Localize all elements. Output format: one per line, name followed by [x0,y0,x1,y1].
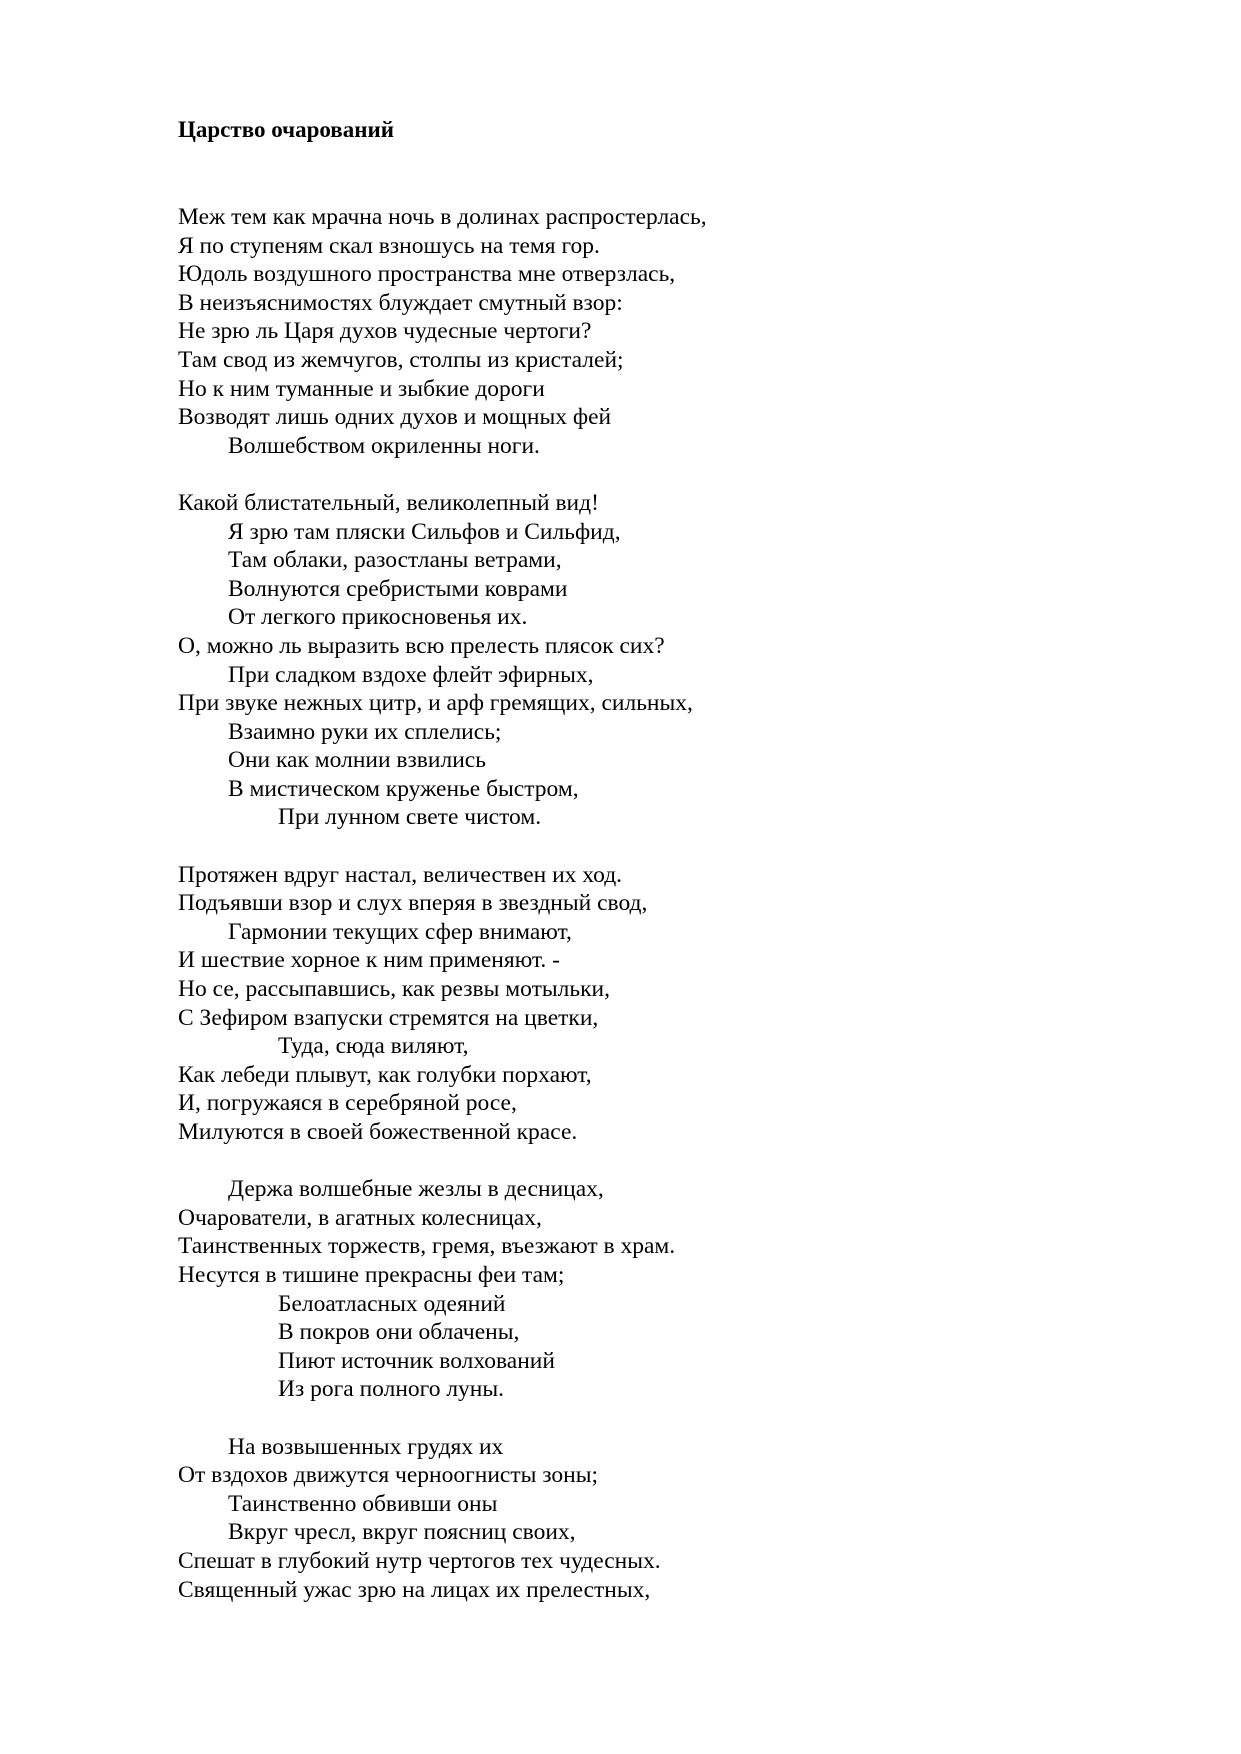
poem-line: Как лебеди плывут, как голубки порхают, [178,1061,592,1088]
stanza [178,203,1178,460]
poem-line: Но к ним туманные и зыбкие дороги [178,375,545,402]
poem-line: Несутся в тишине прекрасны феи там; [178,1261,565,1288]
poem-line: От легкого прикосновенья их. [228,604,528,631]
stanza [178,861,1178,1147]
poem-line: Не зрю ль Царя духов чудесные чертоги? [178,318,592,345]
poem-line: Волнуются сребристыми коврами [228,575,568,602]
poem-line: Из рога полного луны. [278,1376,505,1403]
poem-line: При лунном свете чистом. [278,804,542,831]
poem-line: При звуке нежных цитр, и арф гремящих, сильных, [178,690,693,717]
stanza [178,489,1178,832]
poem-line: Взаимно руки их сплелись; [228,718,502,745]
poem-line: При сладком вздохе флейт эфирных, [228,661,594,688]
poem-body [178,203,1178,1633]
poem-line: Там свод из жемчугов, столпы из кристалей; [178,346,624,373]
poem-line: Очарователи, в агатных колесницах, [178,1204,542,1231]
poem-line: На возвышенных грудях их [228,1433,504,1460]
poem-line: И, погружаяся в серебряной росе, [178,1090,517,1117]
poem-title: Царство очарований [178,117,394,142]
poem-line: Держа волшебные жезлы в десницах, [228,1176,604,1203]
poem-line: Гармонии текущих сфер внимают, [228,918,572,945]
poem-line: Спешат в глубокий нутр чертогов тех чудесных. [178,1547,661,1574]
stanza [178,1433,1178,1605]
poem-line: Они как молнии взвились [228,747,486,774]
poem-line: Какой блистательный, великолепный вид! [178,489,599,516]
poem-line: Волшебством окриленны ноги. [228,432,540,459]
poem-line: Таинственных торжеств, гремя, въезжают в храм. [178,1233,676,1260]
poem-line: Возводят лишь одних духов и мощных фей [178,404,612,431]
poem-line: Юдоль воздушного пространства мне отверзлась, [178,261,676,288]
poem-line: Вкруг чресл, вкруг поясниц своих, [228,1519,576,1546]
poem-line: Туда, сюда виляют, [278,1033,469,1060]
stanza [178,1175,1178,1404]
poem-line: Меж тем как мрачна ночь в долинах распростерлась, [178,204,707,230]
poem-line: От вздохов движутся черноогнисты зоны; [178,1462,599,1489]
poem-line: В неизъяснимостях блуждает смутный взор: [178,289,623,316]
poem-line: Священный ужас зрю на лицах их прелестных, [178,1576,651,1603]
poem-line: Я по ступеням скал взношусь на темя гор. [178,232,600,259]
poem-line: Белоатласных одеяний [278,1290,506,1317]
poem-line: Таинственно обвивши оны [228,1490,498,1517]
poem-line: О, можно ль выразить всю прелесть плясок сих? [178,632,665,659]
poem-line: В покров они облачены, [278,1319,520,1346]
poem-line: Там облаки, разостланы ветрами, [228,547,562,574]
poem-line: Подъявши взор и слух вперяя в звездный свод, [178,890,648,917]
poem-line: С Зефиром взапуски стремятся на цветки, [178,1004,599,1031]
poem-line: Милуются в своей божественной красе. [178,1119,578,1145]
poem-line: Пиют источник волхований [278,1347,555,1374]
poem-line: Но се, рассыпавшись, как резвы мотыльки, [178,976,610,1003]
poem-line: Протяжен вдруг настал, величествен их ход. [178,861,623,888]
poem-line: В мистическом круженье быстром, [228,775,579,802]
poem-line: Я зрю там пляски Сильфов и Сильфид, [228,518,621,545]
poem-line: И шествие хорное к ним применяют. - [178,947,561,974]
